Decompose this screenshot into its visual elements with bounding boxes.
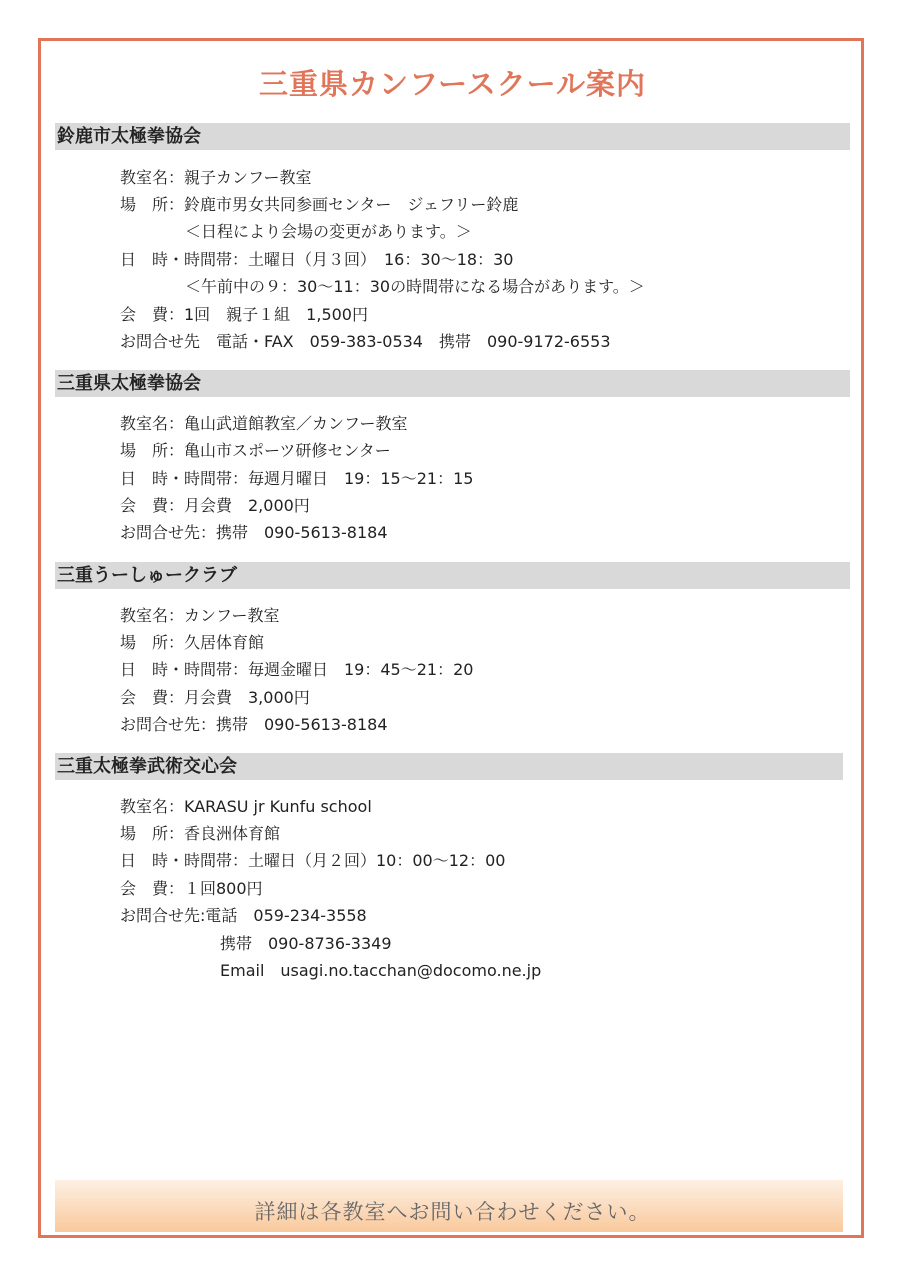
location: 場 所：香良洲体育館 xyxy=(120,824,281,843)
fee: 会 費：月会費 3,000円 xyxy=(120,688,310,707)
contact-phone: お問合せ先:電話 059-234-3558 xyxy=(120,906,367,925)
location: 場 所：鈴鹿市男女共同参画センター ジェフリー鈴鹿 xyxy=(120,195,519,214)
classroom-name: 教室名：亀山武道館教室／カンフー教室 xyxy=(120,414,408,433)
classroom-name: 教室名：カンフー教室 xyxy=(120,606,280,625)
schedule: 日 時・時間帯：土曜日（月３回） 16：30～18：30 xyxy=(120,250,514,269)
fee: 会 費：1回 親子１組 1,500円 xyxy=(120,305,368,324)
footer-text: 詳細は各教室へお問い合わせください。 xyxy=(254,1200,651,1224)
fee: 会 費：月会費 2,000円 xyxy=(120,496,310,515)
schedule: 日 時・時間帯：土曜日（月２回）10：00～12：00 xyxy=(120,851,506,870)
location-note: ＜日程により会場の変更があります。＞ xyxy=(185,222,472,241)
location: 場 所：亀山市スポーツ研修センター xyxy=(120,441,391,460)
classroom-name: 教室名：KARASU jr Kunfu school xyxy=(120,797,372,816)
section-header-suzuka: 鈴鹿市太極拳協会 xyxy=(55,123,850,150)
section-header-mie-taikyoku: 三重県太極拳協会 xyxy=(55,370,850,397)
page-title: 三重県カンフースクール案内 xyxy=(258,67,647,101)
contact: お問合せ先：携帯 090-5613-8184 xyxy=(120,715,388,734)
schedule: 日 時・時間帯：毎週月曜日 19：15～21：15 xyxy=(120,469,474,488)
fee: 会 費：１回800円 xyxy=(120,879,263,898)
contact-mobile: 携帯 090-8736-3349 xyxy=(220,934,392,953)
schedule: 日 時・時間帯：毎週金曜日 19：45～21：20 xyxy=(120,660,474,679)
section-header-wushu-club: 三重うーしゅークラブ xyxy=(55,562,850,589)
contact-email: Email usagi.no.tacchan@docomo.ne.jp xyxy=(220,961,542,980)
section-header-koushinkai: 三重太極拳武術交心会 xyxy=(55,753,843,780)
schedule-note: ＜午前中の９：30～11：30の時間帯になる場合があります。＞ xyxy=(185,277,645,296)
contact: お問合せ先：携帯 090-5613-8184 xyxy=(120,523,388,542)
contact: お問合せ先 電話・FAX 059-383-0534 携帯 090-9172-6553 xyxy=(120,332,611,351)
classroom-name: 教室名：親子カンフー教室 xyxy=(120,168,312,187)
location: 場 所：久居体育館 xyxy=(120,633,265,652)
